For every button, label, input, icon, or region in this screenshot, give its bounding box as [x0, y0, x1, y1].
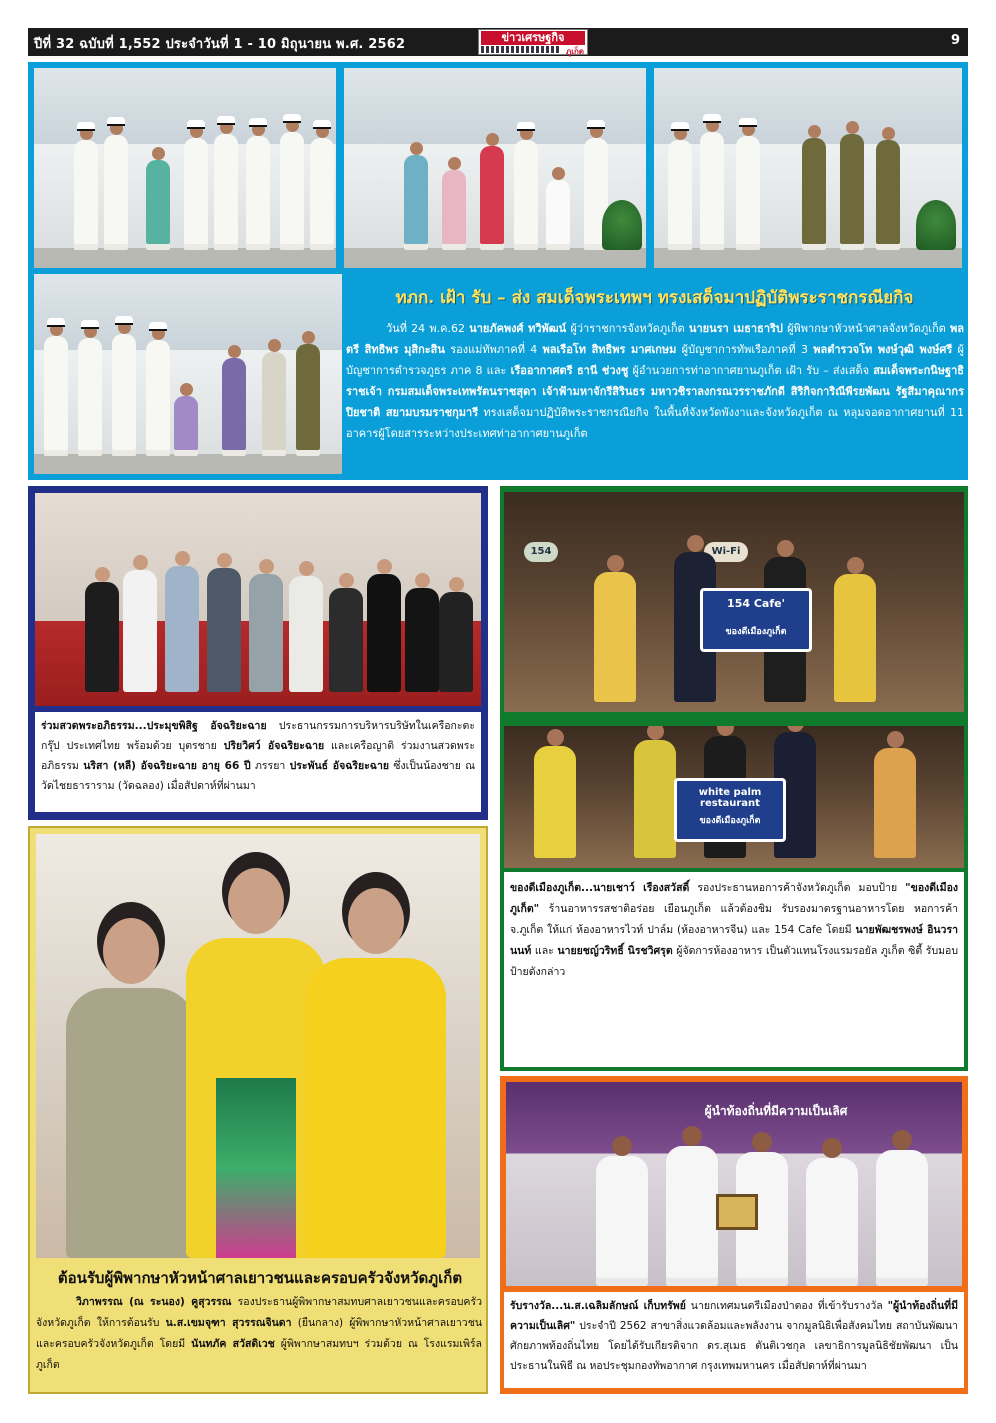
royal-body-run: พลเรือโท สิทธิพร มาศเกษม	[542, 343, 677, 356]
judge-body-run: ผู้พิพากษาสมทบฯ ร่วมด้วย ณ โรงแรมเพิร์ล ภูเก็ต	[36, 1338, 482, 1371]
royal-body-run: เรืออากาศตรี ธานี ช่วงชู	[510, 364, 629, 377]
judge-body-run: นันทภัค สวัสดิเวช	[191, 1338, 275, 1350]
memorial-caption-run: ปริยวิศว์ อัจฉริยะฉาย	[223, 740, 325, 752]
masthead-title: ข่าวเศรษฐกิจ	[481, 31, 585, 45]
story-judge-body	[36, 1292, 482, 1376]
award-caption-run: "ผู้นำท้องถิ่นที่มีความเป็นเลิศ"	[510, 1300, 958, 1332]
royal-body-run: สมเด็จพระกนิษฐาธิราชเจ้า กรมสมเด็จพระเทพรัตนราชสุดา เจ้าฟ้ามหาจักรีสิรินธร มหาวชิราลงกรณวรราชภักดี สิริกิจการิณีพีรยพัฒน รัฐสีมาคุณากรปิยชาติ สยามบรมราชกุมารี	[346, 364, 964, 419]
judge-body-run: น.ส.เขมจุฑา สุวรรณจินดา	[165, 1317, 292, 1329]
award-caption-run: รับรางวัล...น.ส.เฉลิมลักษณ์ เก็บทรัพย์	[510, 1300, 686, 1312]
royal-body-run: ผู้บัญชาการตำรวจภูธร ภาค 8 และ	[346, 343, 964, 377]
royal-body-run: ผู้พิพากษาหัวหน้าศาลจังหวัดภูเก็ต	[782, 322, 950, 335]
memorial-caption-run: นริสา (หลี) อัจฉริยะฉาย อายุ 66 ปี	[83, 760, 251, 772]
memorial-caption-run: ร่วมสวดพระอภิธรรม...ประมุขพิสิฐ อัจฉริยะฉาย	[41, 720, 267, 732]
award-certificate	[716, 1194, 758, 1230]
photo-memorial	[35, 493, 481, 706]
story-goodfood-caption	[504, 872, 964, 1067]
issue-line: ปีที่ 32 ฉบับที่ 1,552 ประจำวันที่ 1 - 10 มิถุนายน พ.ศ. 2562	[34, 37, 406, 52]
judge-body-run: (ยืนกลาง) ผู้พิพากษาหัวหน้าศาลเยาวชนและครอบครัวจังหวัดภูเก็ต โดยมี	[36, 1317, 482, 1350]
photo-goodfood-2	[504, 726, 964, 868]
story-judge-box	[28, 826, 488, 1394]
royal-body-run: ผู้อำนวยการท่าอากาศยานภูเก็ต เฝ้า รับ – ส่งเสด็จ	[628, 364, 874, 377]
memorial-caption-run: ประพันธ์ อัจฉริยะฉาย	[289, 760, 390, 772]
story-award-caption	[504, 1292, 964, 1388]
story-memorial-caption	[35, 712, 481, 812]
page-number: 9	[950, 33, 960, 48]
story-memorial-box	[28, 486, 488, 820]
story-royal-headline: ทภก. เฝ้า รับ – ส่ง สมเด็จพระเทพฯ ทรงเสด็จมาปฏิบัติพระราชกรณียกิจ	[395, 288, 914, 308]
masthead-tag: ภูเก็ต	[565, 47, 584, 56]
memorial-caption-run: ประธานกรรมการบริหารบริษัทในเครือกะตะกรุ๊ป ประเทศไทย พร้อมด้วย บุตรชาย	[41, 720, 475, 752]
masthead-subline	[481, 46, 561, 53]
goodfood-caption-run: ร้านอาหารรสชาติอร่อย เยือนภูเก็ต แล้วต้องชิม รับรองมาตรฐานอาหารโดย หอการค้า จ.ภูเก็ต ให้แก่ ห้องอาหารไวท์ ปาล์ม (ห้องอาหารจีน) และ 154 Cafe โดยมี	[510, 903, 958, 936]
royal-body-run: นายภัคพงศ์ ทวิพัฒน์	[469, 322, 567, 335]
sign-white-palm	[674, 778, 786, 842]
photo-royal-4	[34, 274, 342, 474]
royal-body-run: นายนรา เมธาธาริป	[688, 322, 783, 335]
award-caption-run: ประจำปี 2562 สาขาสิ่งแวดล้อมและพลังงาน จากมูลนิธิเพื่อสังคมไทย สถาบันพัฒนาศักยภาพท้องถิ่นไทย โดยได้รับเกียรติจาก ดร.สุเมธ ตันติเวชกุล เลขาธิการมูลนิธิชัยพัฒนา เป็นประธานในพิธี ณ หอประชุมกองทัพอากาศ กรุงเทพมหานคร เมื่อสัปดาห์ที่ผ่านมา	[510, 1320, 958, 1372]
masthead-logo	[478, 29, 588, 55]
sign-154-sub: ของดีเมืองภูเก็ต	[725, 627, 787, 637]
judge-body-run: วิภาพรรณ (ณ ระนอง) คูสุวรรณ	[76, 1296, 232, 1308]
goodfood-caption-run: "ของดีเมืองภูเก็ต"	[510, 882, 959, 915]
royal-body-run: รองแม่ทัพภาคที่ 4	[444, 343, 543, 356]
royal-body-run: วันที่ 24 พ.ค.62	[386, 322, 470, 335]
goodfood-caption-run: นายพัฒชรพงษ์ อินวรานนท์	[510, 924, 958, 957]
award-caption-run: นายกเทศมนตรีเมืองป่าตอง ที่เข้ารับรางวัล	[685, 1300, 888, 1312]
award-banner: ผู้นำท้องถิ่นที่มีความเป็นเลิศ	[704, 1104, 848, 1118]
memorial-caption-run: และเครือญาติ ร่วมงานสวดพระอภิธรรม	[41, 740, 476, 772]
photo-award	[506, 1082, 962, 1286]
sign-154-title: 154 Cafe'	[727, 597, 785, 610]
royal-body-run: ผู้บัญชาการทัพเรือภาคที่ 3	[676, 343, 814, 356]
sign-white-palm-title: white palm restaurant	[698, 787, 762, 809]
goodfood-caption-run: รองประธานหอการค้าจังหวัดภูเก็ต มอบป้าย	[689, 882, 906, 894]
door-sign-154: 154	[524, 542, 558, 562]
sign-154-cafe	[700, 588, 812, 652]
story-goodfood-box	[500, 486, 968, 1071]
goodfood-caption-run: ของดีเมืองภูเก็ต...นายเชาว์ เรืองสวัสดิ์	[510, 882, 690, 894]
photo-royal-3	[654, 68, 962, 268]
photo-royal-1	[34, 68, 336, 268]
sign-white-palm-sub: ของดีเมืองภูเก็ต	[699, 816, 761, 826]
photo-royal-2	[344, 68, 646, 268]
story-award-box	[500, 1076, 968, 1394]
door-sign-wifi: Wi-Fi	[704, 542, 748, 562]
photo-judge	[36, 834, 480, 1258]
judge-body-run: รองประธานผู้พิพากษาสมทบศาลเยาวชนและครอบครัวจังหวัดภูเก็ต ให้การต้อนรับ	[36, 1296, 482, 1329]
story-royal-box	[28, 62, 968, 480]
photo-goodfood-1	[504, 492, 964, 712]
page-header	[28, 28, 968, 56]
memorial-caption-run: ซึ่งเป็นน้องชาย ณ วัดไชยธาราราม (วัดฉลอง) เมื่อสัปดาห์ที่ผ่านมา	[41, 760, 475, 792]
goodfood-caption-run: ผู้จัดการห้องอาหาร เป็นตัวแทนโรงแรมรอยัล ภูเก็ต ซิตี้ รับมอบป้ายดังกล่าว	[510, 945, 958, 978]
royal-body-run: พลตำรวจโท พงษ์วุฒิ พงษ์ศรี	[813, 343, 953, 356]
royal-body-run: พลตรี สิทธิพร มุสิกะสิน	[346, 322, 964, 356]
story-royal-body	[346, 318, 964, 468]
story-judge-headline: ต้อนรับผู้พิพากษาหัวหน้าศาลเยาวชนและครอบครัวจังหวัดภูเก็ต	[57, 1269, 463, 1287]
goodfood-caption-run: และ	[531, 945, 558, 957]
goodfood-caption-run: นายยชญ์วริทธิ์ นิรชวิศรุต	[557, 945, 673, 957]
royal-body-run: ทรงเสด็จมาปฏิบัติพระราชกรณียกิจ ในพื้นที่จังหวัดพังงาและจังหวัดภูเก็ต ณ หลุมจอดอากาศยานที่ 11 อาคารผู้โดยสารระหว่างประเทศท่าอากาศยานภูเก็ต	[346, 406, 964, 440]
royal-body-run: ผู้ว่าราชการจังหวัดภูเก็ต	[566, 322, 689, 335]
memorial-caption-run: ภรรยา	[250, 760, 290, 772]
